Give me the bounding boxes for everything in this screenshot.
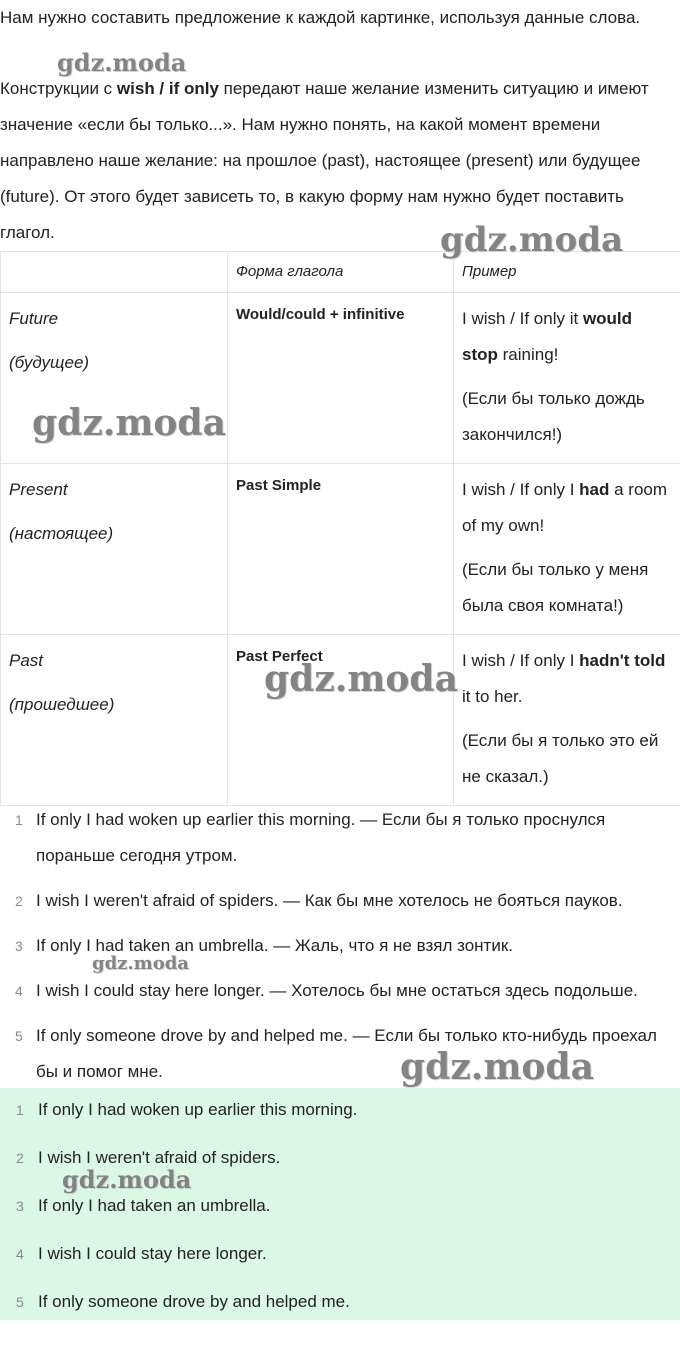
list-item <box>0 1284 680 1320</box>
grammar-table <box>0 251 680 806</box>
list-item <box>0 973 680 1009</box>
tense-name-ru: (будущее) <box>9 353 90 372</box>
tense-name: Past <box>9 651 44 670</box>
example-verb: hadn't told <box>579 651 666 670</box>
item-text: If only I had taken an umbrella. <box>38 1196 271 1215</box>
item-text: If only I had taken an umbrella. — Жаль, что я не взял зонтик. <box>36 936 513 955</box>
intro-p2-start: Конструкции с <box>0 79 117 98</box>
item-number: 4 <box>15 983 23 999</box>
watermark: gdz.moda <box>32 402 226 444</box>
watermark: gdz.moda <box>440 220 624 260</box>
item-number: 1 <box>16 1102 24 1118</box>
table-header-tense <box>1 252 228 293</box>
item-text: If only someone drove by and helped me. — Если бы только кто-нибудь проехал бы и помог мне. <box>36 1026 657 1081</box>
verb-form: Past Perfect <box>236 648 323 665</box>
item-text: If only I had woken up earlier this morning. <box>38 1100 358 1119</box>
verb-form: Past Simple <box>236 477 322 494</box>
example-cell <box>454 635 680 806</box>
list-item <box>0 1236 680 1272</box>
example-verb: had <box>579 480 610 499</box>
tense-name: Future <box>9 309 59 328</box>
example-verb: would stop <box>462 309 633 364</box>
verb-form: Would/could + infinitive <box>236 306 405 323</box>
list-item <box>0 802 680 874</box>
item-number: 1 <box>15 812 23 828</box>
item-number: 4 <box>16 1246 24 1262</box>
item-number: 3 <box>15 938 23 954</box>
tense-cell <box>1 464 228 635</box>
item-number: 3 <box>16 1198 24 1214</box>
watermark: gdz.moda <box>400 1046 594 1088</box>
tense-name-ru: (настоящее) <box>9 524 114 543</box>
watermark: gdz.moda <box>264 658 458 700</box>
tense-name-ru: (прошедшее) <box>9 695 115 714</box>
watermark: gdz.moda <box>92 953 189 974</box>
table-header-form: Форма глагола <box>228 252 454 293</box>
example-en <box>462 293 672 373</box>
intro-p2-bold: wish / if only <box>116 79 219 98</box>
example-part: raining! <box>497 345 559 364</box>
example-en <box>462 464 672 544</box>
example-cell <box>454 464 680 635</box>
example-ru: (Если бы я только это ей не сказал.) <box>462 731 659 786</box>
example-part: I wish / If only I <box>462 480 580 499</box>
item-number: 2 <box>15 893 23 909</box>
table-header-example: Пример <box>454 252 680 293</box>
answers-list <box>0 1092 680 1332</box>
item-text: I wish I could stay here longer. <box>38 1244 267 1263</box>
list-item <box>0 1092 680 1128</box>
form-cell <box>228 464 454 635</box>
intro-paragraph-1 <box>0 0 680 36</box>
example-part: I wish / If only it <box>462 309 583 328</box>
item-text: If only I had woken up earlier this morning. — Если бы я только проснулся пораньше сегодня утром. <box>36 810 606 865</box>
watermark: gdz.moda <box>57 48 187 77</box>
list-item <box>0 883 680 919</box>
watermark: gdz.moda <box>62 1165 192 1194</box>
item-number: 2 <box>16 1150 24 1166</box>
example-ru: (Если бы только у меня была своя комната!) <box>462 560 649 615</box>
item-number: 5 <box>15 1028 23 1044</box>
item-text: If only someone drove by and helped me. <box>38 1292 350 1311</box>
form-cell <box>228 293 454 464</box>
answers-block <box>0 1088 680 1320</box>
example-cell <box>454 293 680 464</box>
example-part: I wish / If only I <box>462 651 580 670</box>
table-row-present <box>1 464 680 635</box>
item-text: I wish I weren't afraid of spiders. <box>38 1148 281 1167</box>
intro-p2-rest: передают наше желание изменить ситуацию и имеют значение «если бы только...». Нам нужно понять, на какой момент времени направлено наше желание: на прошлое (past), настоящее (present) или будущее (future). От этого будет зависеть то, в какую форму нам нужно будет поставить глагол. <box>0 79 649 242</box>
example-en <box>462 635 672 715</box>
item-text: I wish I could stay here longer. — Хотелось бы мне остаться здесь подольше. <box>36 981 638 1000</box>
example-part: it to her. <box>462 687 523 706</box>
example-part: a room of my own! <box>462 480 668 535</box>
intro-line-1: Нам нужно составить предложение к каждой картинке, используя данные слова. <box>0 8 641 27</box>
item-number: 5 <box>16 1294 24 1310</box>
example-ru: (Если бы только дождь закончился!) <box>462 389 645 444</box>
item-text: I wish I weren't afraid of spiders. — Как бы мне хотелось не бояться пауков. <box>36 891 623 910</box>
tense-name: Present <box>9 480 68 499</box>
tense-cell <box>1 635 228 806</box>
